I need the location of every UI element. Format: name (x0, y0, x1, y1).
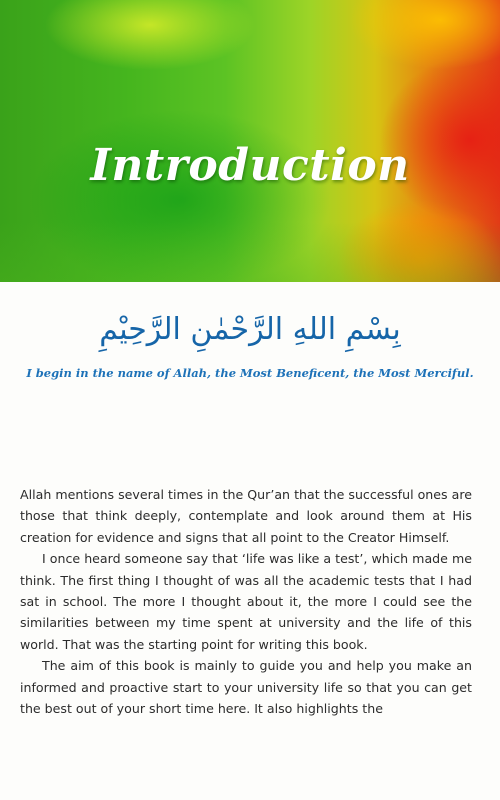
paragraph-3: The aim of this book is mainly to guide you and help you make an informed and proactive start to your university life so that you can get the best out of your short time here. It also highlights the (20, 658, 472, 717)
basmala-calligraphy: بِسْمِ اللهِ الرَّحْمٰنِ الرَّحِيْمِ (99, 312, 401, 347)
chapter-title: Introduction (90, 140, 410, 191)
chapter-banner (0, 0, 500, 282)
paragraph-2: I once heard someone say that ‘life was like a test’, which made me think. The first thing I thought of was all the academic tests that I had sat in school. The more I thought about it, the more I could see the similarities between my time spent at university and the life of this world. That was the starting point for writing this book. (20, 551, 472, 652)
body-text (20, 484, 472, 719)
basmala-translation: I begin in the name of Allah, the Most Beneficent, the Most Merciful. (26, 366, 474, 380)
paragraph-1: Allah mentions several times in the Qur’an that the successful ones are those that think deeply, contemplate and look around them at His creation for evidence and signs that all point to the Creator Himself. (20, 487, 472, 545)
